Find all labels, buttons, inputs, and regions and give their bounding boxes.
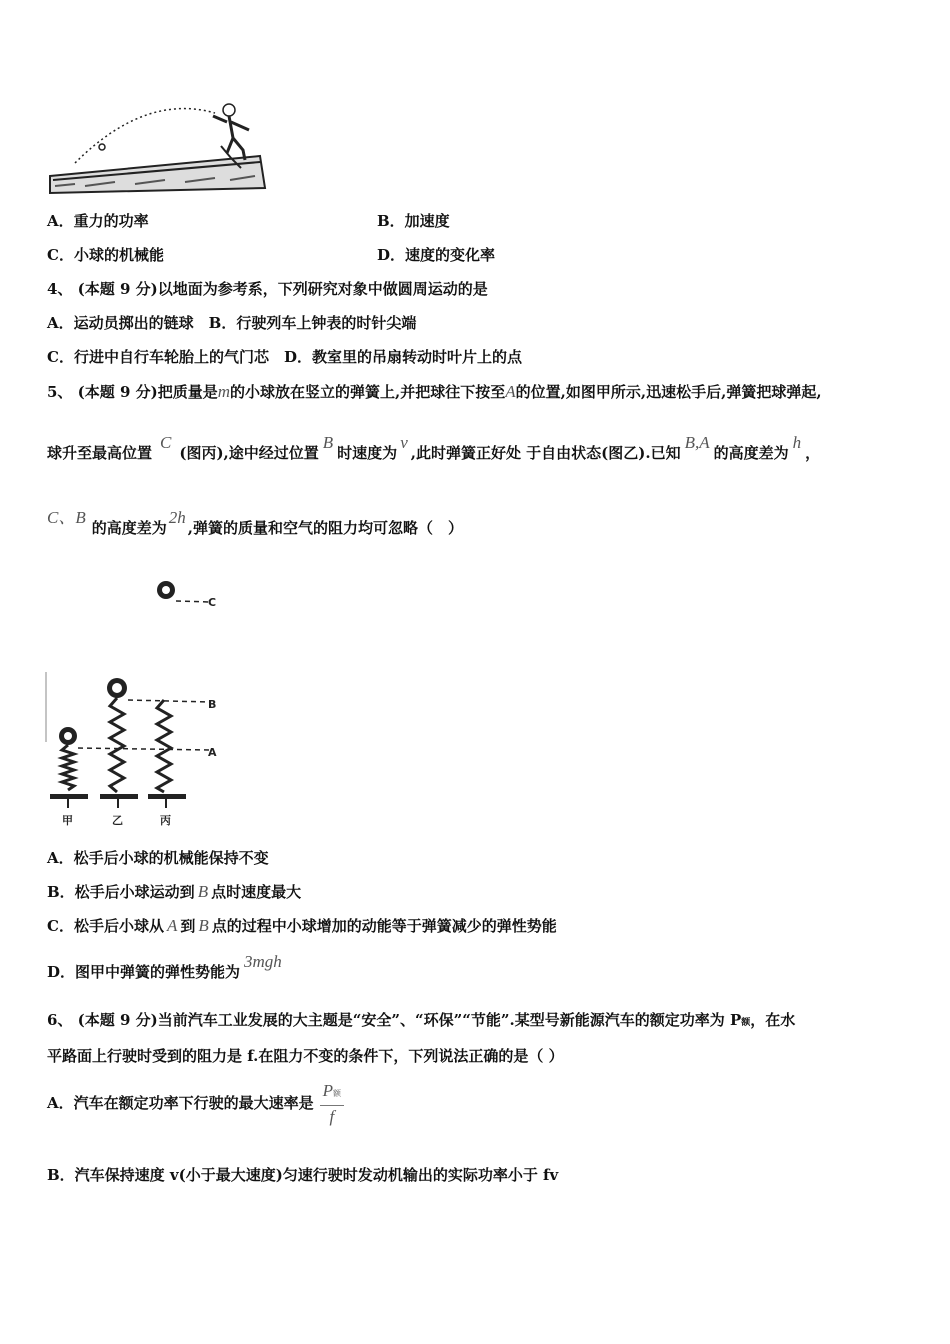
fig-label-jia: 甲 bbox=[62, 814, 73, 827]
q4-options-cd: C．行进中自行车轮胎上的气门芯 D．教室里的吊扇转动时叶片上的点 bbox=[47, 348, 522, 366]
q3-option-d: D．速度的变化率 bbox=[377, 246, 496, 264]
fig-label-a: A bbox=[208, 746, 217, 759]
math-v: v bbox=[400, 433, 408, 452]
q5-stem-line1: 5、 (本题 9 分)把质量是m的小球放在竖立的弹簧上,并把球往下按至A的位置,如图甲所示,迅速松手后,弹簧把球弹起, bbox=[47, 382, 822, 401]
fig-label-c: C bbox=[208, 596, 217, 609]
math-C: C bbox=[160, 433, 172, 452]
math-B: B bbox=[322, 433, 334, 452]
q6-stem-line2: 平路面上行驶时受到的阻力是 f.在阻力不变的条件下，下列说法正确的是（ ） bbox=[47, 1047, 564, 1065]
q5-option-c: C．松手后小球从 A 到 B 点的过程中小球增加的动能等于弹簧减少的弹性势能 bbox=[47, 916, 557, 935]
q3-option-a: A．重力的功率 bbox=[47, 212, 149, 230]
q5-option-d: D．图甲中弹簧的弹性势能为3mgh bbox=[47, 952, 282, 981]
ball-c bbox=[157, 581, 175, 599]
fig-label-b: B bbox=[208, 698, 217, 711]
q5-stem-line2: 球升至最高位置C(图丙),途中经过位置B时速度为v,此时弹簧正好处 于自由状态(图乙).已知B,A的高度差为h， bbox=[47, 433, 821, 462]
q5-option-a: A．松手后小球的机械能保持不变 bbox=[47, 849, 269, 867]
q4-stem: 4、 (本题 9 分)以地面为参考系，下列研究对象中做圆周运动的是 bbox=[47, 280, 488, 298]
math-m: m bbox=[217, 382, 231, 401]
math-3mgh: 3mgh bbox=[244, 952, 282, 971]
q3-option-b: B．加速度 bbox=[377, 212, 450, 230]
q5-option-b: B．松手后小球运动到 B 点时速度最大 bbox=[47, 882, 302, 901]
q6-option-a: A．汽车在额定功率下行驶的最大速率是 $\frac{\text{P额}}{f}$ bbox=[47, 1082, 344, 1126]
fig-label-yi: 乙 bbox=[112, 814, 123, 827]
q3-option-c: C．小球的机械能 bbox=[47, 246, 164, 264]
spring-figure bbox=[40, 572, 240, 832]
fig-label-bing: 丙 bbox=[160, 814, 171, 827]
q4-options-ab: A．运动员掷出的链球 B．行驶列车上钟表的时针尖端 bbox=[47, 314, 417, 332]
math-BA: B,A bbox=[684, 433, 710, 452]
math-2h: 2h bbox=[168, 508, 186, 527]
q5-stem-line3: C、B的高度差为2h,弹簧的质量和空气的阻力均可忽略（ ） bbox=[47, 508, 463, 537]
q6-option-b: B．汽车保持速度 v(小于最大速度)匀速行驶时发动机输出的实际功率小于 fv bbox=[47, 1166, 559, 1184]
math-CB: C、B bbox=[47, 508, 86, 527]
math-A: A bbox=[505, 382, 516, 401]
projectile-thrower-figure bbox=[45, 98, 270, 198]
math-h: h bbox=[792, 433, 802, 452]
q6-stem-line1: 6、 (本题 9 分)当前汽车工业发展的大主题是“安全”、“环保”“节能”.某型号新能源汽车的额定功率为 P额，在水 bbox=[47, 1011, 796, 1029]
fraction-p-over-f: $\frac{\text{P额}}{f}$ bbox=[320, 1082, 344, 1126]
